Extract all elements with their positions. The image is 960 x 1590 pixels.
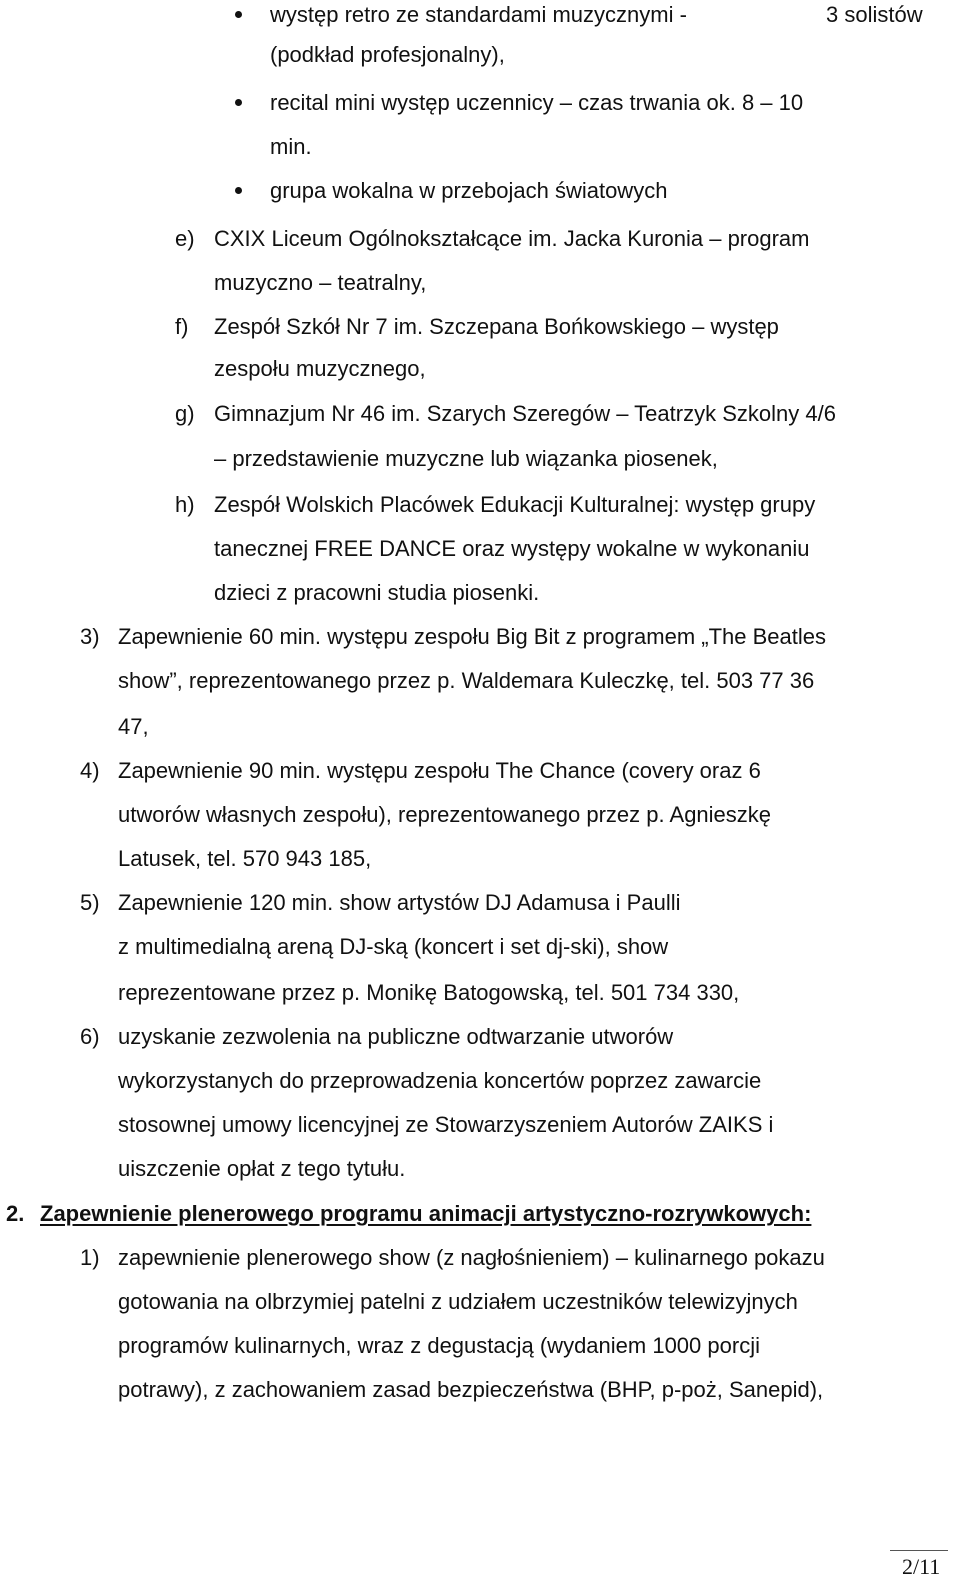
bullet-1-text-a: występ retro ze standardami muzycznymi -	[270, 2, 687, 27]
item-4-line-2: utworów własnych zespołu), reprezentowanego przez p. Agnieszkę	[118, 802, 772, 827]
item-6-label: 6)	[80, 1024, 100, 1049]
item-6-line-1: uzyskanie zezwolenia na publiczne odtwarzanie utworów	[118, 1024, 674, 1049]
bullet-1-line-1	[270, 2, 946, 28]
section-2-item-1-line-3: programów kulinarnych, wraz z degustacją (wydaniem 1000 porcji	[118, 1333, 760, 1358]
item-6-line-4: uiszczenie opłat z tego tytułu.	[118, 1156, 406, 1181]
item-h-line-1: Zespół Wolskich Placówek Edukacji Kulturalnej: występ grupy	[214, 492, 816, 517]
item-4-line-1: Zapewnienie 90 min. występu zespołu The Chance (covery oraz 6	[118, 758, 761, 783]
item-f-line-2: zespołu muzycznego,	[214, 356, 426, 381]
item-5-line-3: reprezentowane przez p. Monikę Batogowską, tel. 501 734 330,	[118, 980, 740, 1005]
section-2-title: Zapewnienie plenerowego programu animacji artystyczno-rozrywkowych:	[40, 1201, 812, 1226]
item-5-line-2: z multimedialną areną DJ-ską (koncert i set dj-ski), show	[118, 934, 669, 959]
item-g-line-2: – przedstawienie muzyczne lub wiązanka piosenek,	[214, 446, 718, 471]
page-number-rule	[890, 1550, 948, 1551]
section-2-item-1-line-2: gotowania na olbrzymiej patelni z udziałem uczestników telewizyjnych	[118, 1289, 798, 1314]
section-2-item-1-line-4: potrawy), z zachowaniem zasad bezpieczeństwa (BHP, p-poż, Sanepid),	[118, 1377, 824, 1402]
item-3-line-2: show”, reprezentowanego przez p. Waldemara Kuleczkę, tel. 503 77 36	[118, 668, 815, 693]
item-6-line-2: wykorzystanych do przeprowadzenia koncertów poprzez zawarcie	[118, 1068, 762, 1093]
item-5-label: 5)	[80, 890, 100, 915]
bullet-1-text-b: 3 solistów	[826, 2, 923, 27]
item-f-label: f)	[175, 314, 189, 339]
item-4-line-3: Latusek, tel. 570 943 185,	[118, 846, 372, 871]
item-e-line-1: CXIX Liceum Ogólnokształcące im. Jacka Kuronia – program	[214, 226, 810, 251]
bullet-dot	[235, 99, 242, 106]
item-g-line-1: Gimnazjum Nr 46 im. Szarych Szeregów – Teatrzyk Szkolny 4/6	[214, 401, 836, 426]
section-2-item-1-line-1: zapewnienie plenerowego show (z nagłośnieniem) – kulinarnego pokazu	[118, 1245, 825, 1270]
bullet-dot	[235, 187, 242, 194]
bullet-dot	[235, 11, 242, 18]
item-e-label: e)	[175, 226, 195, 251]
item-5-line-1: Zapewnienie 120 min. show artystów DJ Adamusa i Paulli	[118, 890, 681, 915]
bullet-2-line-1: recital mini występ uczennicy – czas trwania ok. 8 – 10	[270, 90, 804, 115]
item-h-line-3: dzieci z pracowni studia piosenki.	[214, 580, 540, 605]
item-3-label: 3)	[80, 624, 100, 649]
item-h-line-2: tanecznej FREE DANCE oraz występy wokalne w wykonaniu	[214, 536, 810, 561]
item-3-line-1: Zapewnienie 60 min. występu zespołu Big Bit z programem „The Beatles	[118, 624, 827, 649]
item-4-label: 4)	[80, 758, 100, 783]
item-3-line-3: 47,	[118, 714, 149, 739]
bullet-3-line-1: grupa wokalna w przebojach światowych	[270, 178, 668, 203]
item-f-line-1: Zespół Szkół Nr 7 im. Szczepana Bońkowskiego – występ	[214, 314, 779, 339]
page-number: 2/11	[902, 1554, 941, 1579]
item-h-label: h)	[175, 492, 195, 517]
item-e-line-2: muzyczno – teatralny,	[214, 270, 427, 295]
section-2-number: 2.	[6, 1201, 25, 1226]
bullet-1-line-2: (podkład profesjonalny),	[270, 42, 505, 67]
item-6-line-3: stosownej umowy licencyjnej ze Stowarzyszeniem Autorów ZAIKS i	[118, 1112, 774, 1137]
item-g-label: g)	[175, 401, 195, 426]
bullet-2-line-2: min.	[270, 134, 312, 159]
section-2-item-1-label: 1)	[80, 1245, 100, 1270]
